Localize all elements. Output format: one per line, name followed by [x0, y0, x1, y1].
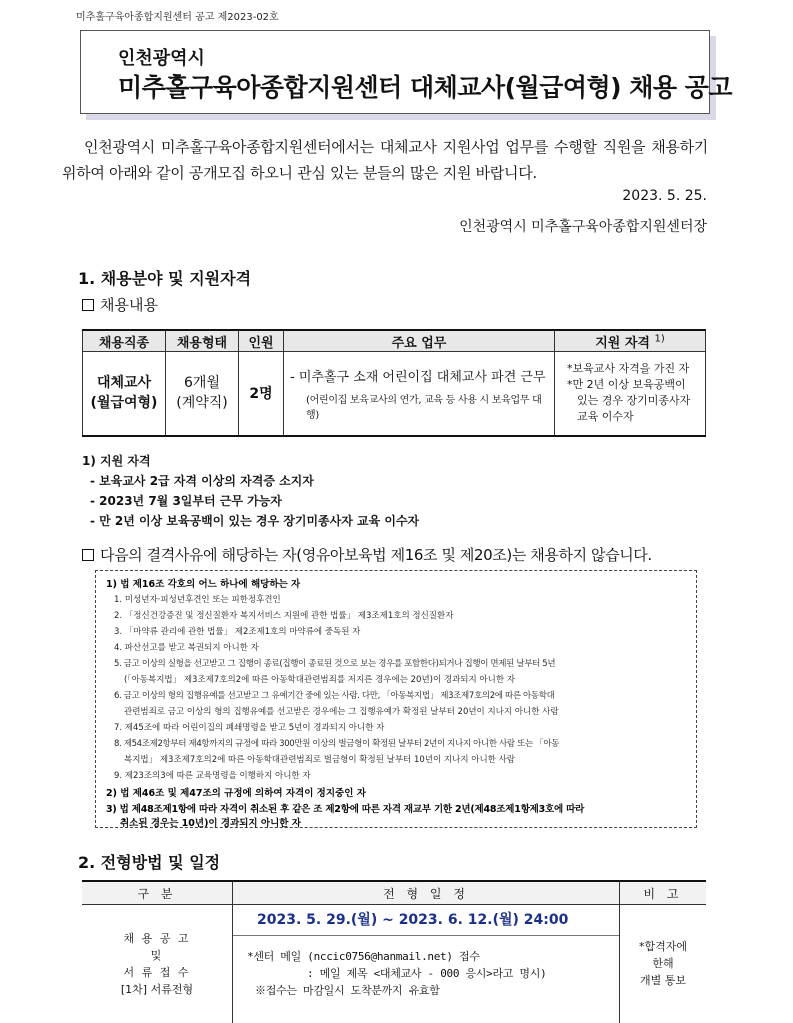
- qualification-item: - 보육교사 2급 자격 이상의 자격증 소지자: [90, 474, 314, 488]
- th-note: 비 고: [620, 881, 707, 905]
- cell-job: 대체교사 (월급여형): [83, 352, 166, 436]
- list-item: 3. 「마약류 관리에 관한 법률」 제2조제1호의 마약류에 중독된 자: [114, 627, 361, 637]
- list-item: 4. 파산선고를 받고 복권되지 아니한 자: [114, 643, 259, 653]
- list-item: 1. 미성년자·피성년후견인 또는 피한정후견인: [114, 595, 281, 605]
- cell-note: *합격자에 한해 개별 통보: [638, 940, 687, 988]
- list-item: 9. 제23조의3에 따른 교육명령을 이행하지 아니한 자: [114, 771, 311, 781]
- list-item: 7. 제45조에 따라 어린이집의 폐쇄명령을 받고 5년이 경과되지 아니한 자: [114, 723, 385, 733]
- cell-qualification: *보육교사 자격을 가진 자 *만 2년 이상 보육공백이 있는 경우 장기미종사자 교육 이수자: [555, 352, 706, 436]
- footnote-marker: 1): [654, 333, 665, 345]
- disqualification-box: [95, 570, 697, 828]
- cell-duty: - 미추홀구 소재 어린이집 대체교사 파견 근무 (어린이집 보육교사의 연가, 교육 등 사용 시 보육업무 대행): [284, 352, 555, 436]
- schedule-table: [82, 880, 706, 1023]
- title-city: 인천광역시: [118, 48, 205, 69]
- qualification-item: - 2023년 7월 3일부터 근무 가능자: [90, 494, 282, 508]
- th-duty: 주요 업무: [284, 330, 555, 352]
- disq-heading-1: 1) 법 제16조 각호의 어느 하나에 해당하는 자: [106, 579, 301, 590]
- application-period: 2023. 5. 29.(월) ~ 2023. 6. 12.(월) 24:00: [233, 905, 619, 936]
- cell-category: 채 용 공 고 및 서 류 접 수 [1차] 서류전형: [82, 905, 233, 1023]
- section1-title: 1. 채용분야 및 지원자격: [78, 269, 252, 288]
- announcement-date: 2023. 5. 25.: [622, 188, 707, 204]
- document-number: 미추홀구육아종합지원센터 공고 제2023-02호: [76, 12, 279, 23]
- list-item: 5. 금고 이상의 실형을 선고받고 그 집행이 종료(집행이 종료된 것으로 보는 경우를 포함한다)되거나 집행이 면제된 날부터 5년: [114, 659, 556, 669]
- table-header-row: [82, 881, 706, 905]
- list-item: (「아동복지법」 제3조제7호의2에 따른 아동학대관련범죄를 저지른 경우에는 20년)이 경과되지 아니한 자: [124, 675, 515, 685]
- table-row: [83, 352, 706, 436]
- th-category: 구 분: [82, 881, 233, 905]
- disqualification-heading: 다음의 결격사유에 해당하는 자(영유아보육법 제16조 및 제20조)는 채용하지 않습니다.: [82, 544, 652, 565]
- submission-method: *센터 메일 (nccic0756@hanmail.net) 접수: [247, 950, 480, 963]
- disq-heading-2: 2) 법 제46조 및 제47조의 규정에 의하여 자격이 정지중인 자: [106, 788, 366, 799]
- section2-title: 2. 전형방법 및 일정: [78, 853, 221, 872]
- checkbox-bullet-icon: [82, 549, 94, 561]
- submission-deadline-note: ※접수는 마감일시 도착분까지 유효함: [255, 984, 440, 997]
- list-item: 8. 제54조제2항부터 제4항까지의 규정에 따라 300만원 이상의 벌금형이 확정된 날부터 2년이 지나지 아니한 사람 또는 「아동: [114, 739, 560, 749]
- qualification-title: 1) 지원 자격: [82, 454, 151, 468]
- disq-heading-3: 3) 법 제48조제1항에 따라 자격이 취소된 후 같은 조 제2항에 따른 자격 재교부 기한 2년(제48조제1항제3호에 따라: [106, 804, 585, 815]
- th-count: 인원: [239, 330, 284, 352]
- page-title: 미추홀구육아종합지원센터 대체교사(월급여형) 채용 공고: [118, 73, 733, 102]
- list-item: 2. 「정신건강증진 및 정신질환자 복지서비스 지원에 관한 법률」 제3조제1호의 정신질환자: [114, 611, 454, 621]
- list-item: 6. 금고 이상의 형의 집행유예를 선고받고 그 유예기간 중에 있는 사람. 다만, 「아동복지법」 제3조제7호의2에 따른 아동학대: [114, 691, 555, 701]
- th-qualification: 지원 자격 $^{1)}$: [555, 330, 706, 352]
- th-schedule: 전 형 일 정: [233, 881, 620, 905]
- cell-type: 6개월 (계약직): [166, 352, 239, 436]
- th-type: 채용형태: [166, 330, 239, 352]
- cell-count: 2명: [239, 352, 284, 436]
- table-header-row: [83, 330, 706, 352]
- list-item: 복지법」 제3조제7호의2에 따른 아동학대관련범죄로 벌금형이 확정된 날부터 10년이 지나지 아니한 사람: [124, 755, 516, 765]
- qualification-item: - 만 2년 이상 보육공백이 있는 경우 장기미종사자 교육 이수자: [90, 514, 420, 528]
- cell-schedule: [233, 905, 620, 1023]
- list-item: 관련범죄로 금고 이상의 형의 집행유예를 선고받은 경우에는 그 집행유예가 확정된 날부터 20년이 지나지 아니한 사람: [124, 707, 559, 717]
- issuing-organization: 인천광역시 미추홀구육아종합지원센터장: [459, 219, 707, 235]
- th-job: 채용직종: [83, 330, 166, 352]
- submission-subject: : 메일 제목 <대체교사 - 000 응시>라고 명시): [307, 967, 547, 980]
- recruitment-table: [82, 329, 706, 437]
- section1-subtitle: 채용내용: [82, 294, 158, 315]
- table-row: [82, 905, 706, 1023]
- checkbox-bullet-icon: [82, 299, 94, 311]
- intro-paragraph: 인천광역시 미추홀구육아종합지원센터에서는 대체교사 지원사업 업무를 수행할 직원을 채용하기 위하여 아래와 같이 공개모집 하오니 관심 있는 분들의 많은 지원 바랍니다.: [62, 138, 708, 182]
- disq-heading-3-cont: 취소된 경우는 10년)이 경과되지 아니한 자: [120, 818, 301, 829]
